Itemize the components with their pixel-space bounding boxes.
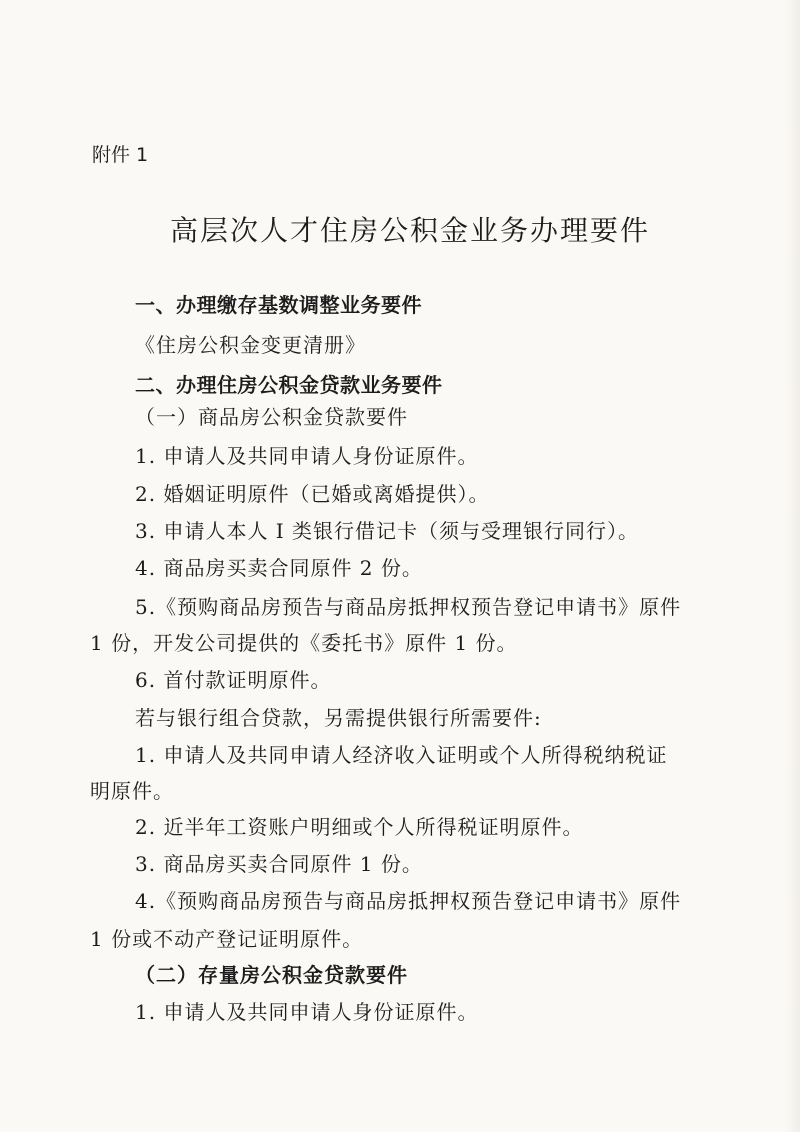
subsection-one-heading: （一）商品房公积金贷款要件 bbox=[135, 405, 408, 429]
list-item: 3. 商品房买卖合同原件 1 份。 bbox=[135, 852, 423, 876]
list-item-continuation: 明原件。 bbox=[90, 779, 174, 803]
list-item: 4.《预购商品房预告与商品房抵押权预告登记申请书》原件 bbox=[135, 889, 682, 913]
list-item: 4. 商品房买卖合同原件 2 份。 bbox=[135, 556, 423, 580]
combined-loan-note: 若与银行组合贷款，另需提供银行所需要件: bbox=[135, 706, 542, 730]
list-item: 1. 申请人及共同申请人经济收入证明或个人所得税纳税证 bbox=[135, 743, 668, 767]
section-two-heading: 二、办理住房公积金贷款业务要件 bbox=[135, 373, 443, 397]
list-item: 2. 近半年工资账户明细或个人所得税证明原件。 bbox=[135, 815, 584, 839]
list-item: 1. 申请人及共同申请人身份证原件。 bbox=[135, 444, 479, 468]
list-item: 3. 申请人本人 I 类银行借记卡（须与受理银行同行）。 bbox=[135, 519, 640, 543]
list-item-continuation: 1 份或不动产登记证明原件。 bbox=[90, 927, 364, 951]
list-item: 5.《预购商品房预告与商品房抵押权预告登记申请书》原件 bbox=[135, 595, 682, 619]
section-one-heading: 一、办理缴存基数调整业务要件 bbox=[135, 293, 422, 317]
document-title: 高层次人才住房公积金业务办理要件 bbox=[169, 214, 650, 247]
page-edge-shadow bbox=[786, 0, 800, 1132]
section-one-item: 《住房公积金变更清册》 bbox=[135, 333, 366, 357]
subsection-two-heading: （二）存量房公积金贷款要件 bbox=[135, 963, 408, 987]
list-item: 1. 申请人及共同申请人身份证原件。 bbox=[135, 1000, 479, 1024]
list-item-continuation: 1 份，开发公司提供的《委托书》原件 1 份。 bbox=[90, 631, 518, 655]
list-item: 6. 首付款证明原件。 bbox=[135, 668, 332, 692]
list-item: 2. 婚姻证明原件（已婚或离婚提供）。 bbox=[135, 482, 490, 506]
annex-label: 附件 1 bbox=[92, 144, 149, 166]
